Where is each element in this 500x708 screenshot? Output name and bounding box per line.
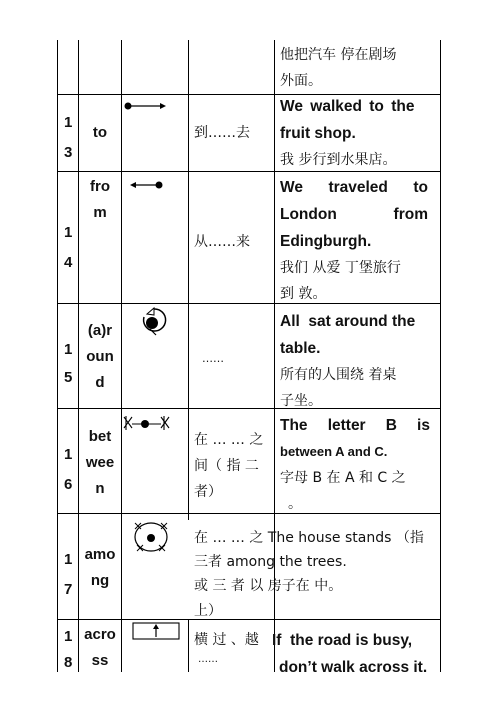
row-4-number: 1 6 — [64, 446, 73, 493]
row-2-sentence-en-line-1: We traveled to — [280, 179, 428, 196]
dot-arrow-right-icon — [122, 96, 188, 116]
dot-between-marks-icon — [124, 414, 174, 434]
row-5-line-1: 在 … … 之 The house stands （指 — [194, 530, 424, 546]
row-2-sentence-en-line-3: Edingburgh. — [280, 233, 372, 250]
row-3-sentence-en-line-1: All sat around the — [280, 313, 416, 330]
row-3-sentence-cn-line-1: 所有的人围绕 着桌 — [280, 367, 397, 383]
row-5-line-4: 上） — [194, 603, 222, 619]
row-0-sentence-cn: 他把汽车 停在剧场 外面。 — [280, 47, 397, 89]
row-6-meaning — [194, 627, 259, 667]
row-6-sentence — [272, 627, 427, 681]
arrow-across-box-icon — [132, 621, 180, 643]
row-1-sentence-en-line-2: fruit shop. — [280, 125, 356, 142]
row-1-number: 1 3 — [64, 114, 73, 161]
circular-arrow-around-dot-icon — [138, 305, 170, 339]
row-2-number: 1 4 — [64, 224, 73, 271]
row-6-number: 1 8 — [64, 628, 73, 671]
row-2-sentence-cn-line-2: 到 敦。 — [280, 286, 327, 302]
row-2-word: fro m — [90, 178, 110, 221]
row-4-meaning: 在 … … 之 间（ 指 二 者） — [194, 432, 264, 500]
arrow-left-from-dot-icon — [122, 175, 188, 195]
row-3-word: (a)r oun d — [86, 322, 114, 391]
row-6-meaning-dots: …… — [198, 654, 218, 665]
row-1-sentence-cn: 我 步行到水果店。 — [280, 152, 397, 168]
row-3-sentence-en-line-2: table. — [280, 340, 321, 357]
row-5-line-2: 三者 among the trees. — [194, 554, 347, 570]
row-1-meaning: 到……去 — [194, 125, 250, 141]
dot-among-group-icon — [131, 518, 171, 554]
row-3-number: 1 5 — [64, 341, 73, 386]
row-6-meaning-line: 横 过 、越 — [194, 632, 259, 648]
row-5-word: amo ng — [84, 546, 116, 589]
row-6-sentence-en-line-1: If the road is busy, — [272, 632, 413, 649]
row-3-sentence-cn-line-2: 子坐。 — [280, 393, 322, 409]
row-1-sentence-en-line-1: We walked to the — [280, 98, 415, 115]
row-2-sentence-en-line-2: London from — [280, 206, 428, 223]
row-6-sentence-en-line-2: don’t walk across it. — [279, 659, 428, 676]
row-5-number: 1 7 — [64, 551, 73, 598]
row-4-sentence-cn-line-2: 。 — [288, 496, 302, 512]
row-1-sentence — [280, 93, 414, 173]
row-5-line-3: 或 三 者 以 房子在 中。 — [194, 578, 343, 594]
row-6-word: acro ss — [84, 626, 116, 669]
row-4-sentence — [280, 412, 430, 517]
row-5-overflow-text — [194, 525, 424, 622]
row-4-sentence-cn-line-1: 字母 B 在 A 和 C 之 — [280, 470, 406, 486]
row-4-word: bet wee n — [85, 428, 115, 497]
row-4-sentence-en-line-2: between A and C. — [280, 444, 388, 459]
row-2-sentence — [280, 174, 428, 307]
row-2-sentence-cn-line-1: 我们 从爱 丁堡旅行 — [280, 260, 401, 276]
row-3-meaning: …… — [202, 352, 224, 365]
row-4-sentence-en-line-1: The letter B is — [280, 417, 430, 434]
row-1-word: to — [92, 124, 108, 141]
row-2-meaning: 从……来 — [194, 234, 250, 250]
row-3-sentence — [280, 308, 415, 414]
